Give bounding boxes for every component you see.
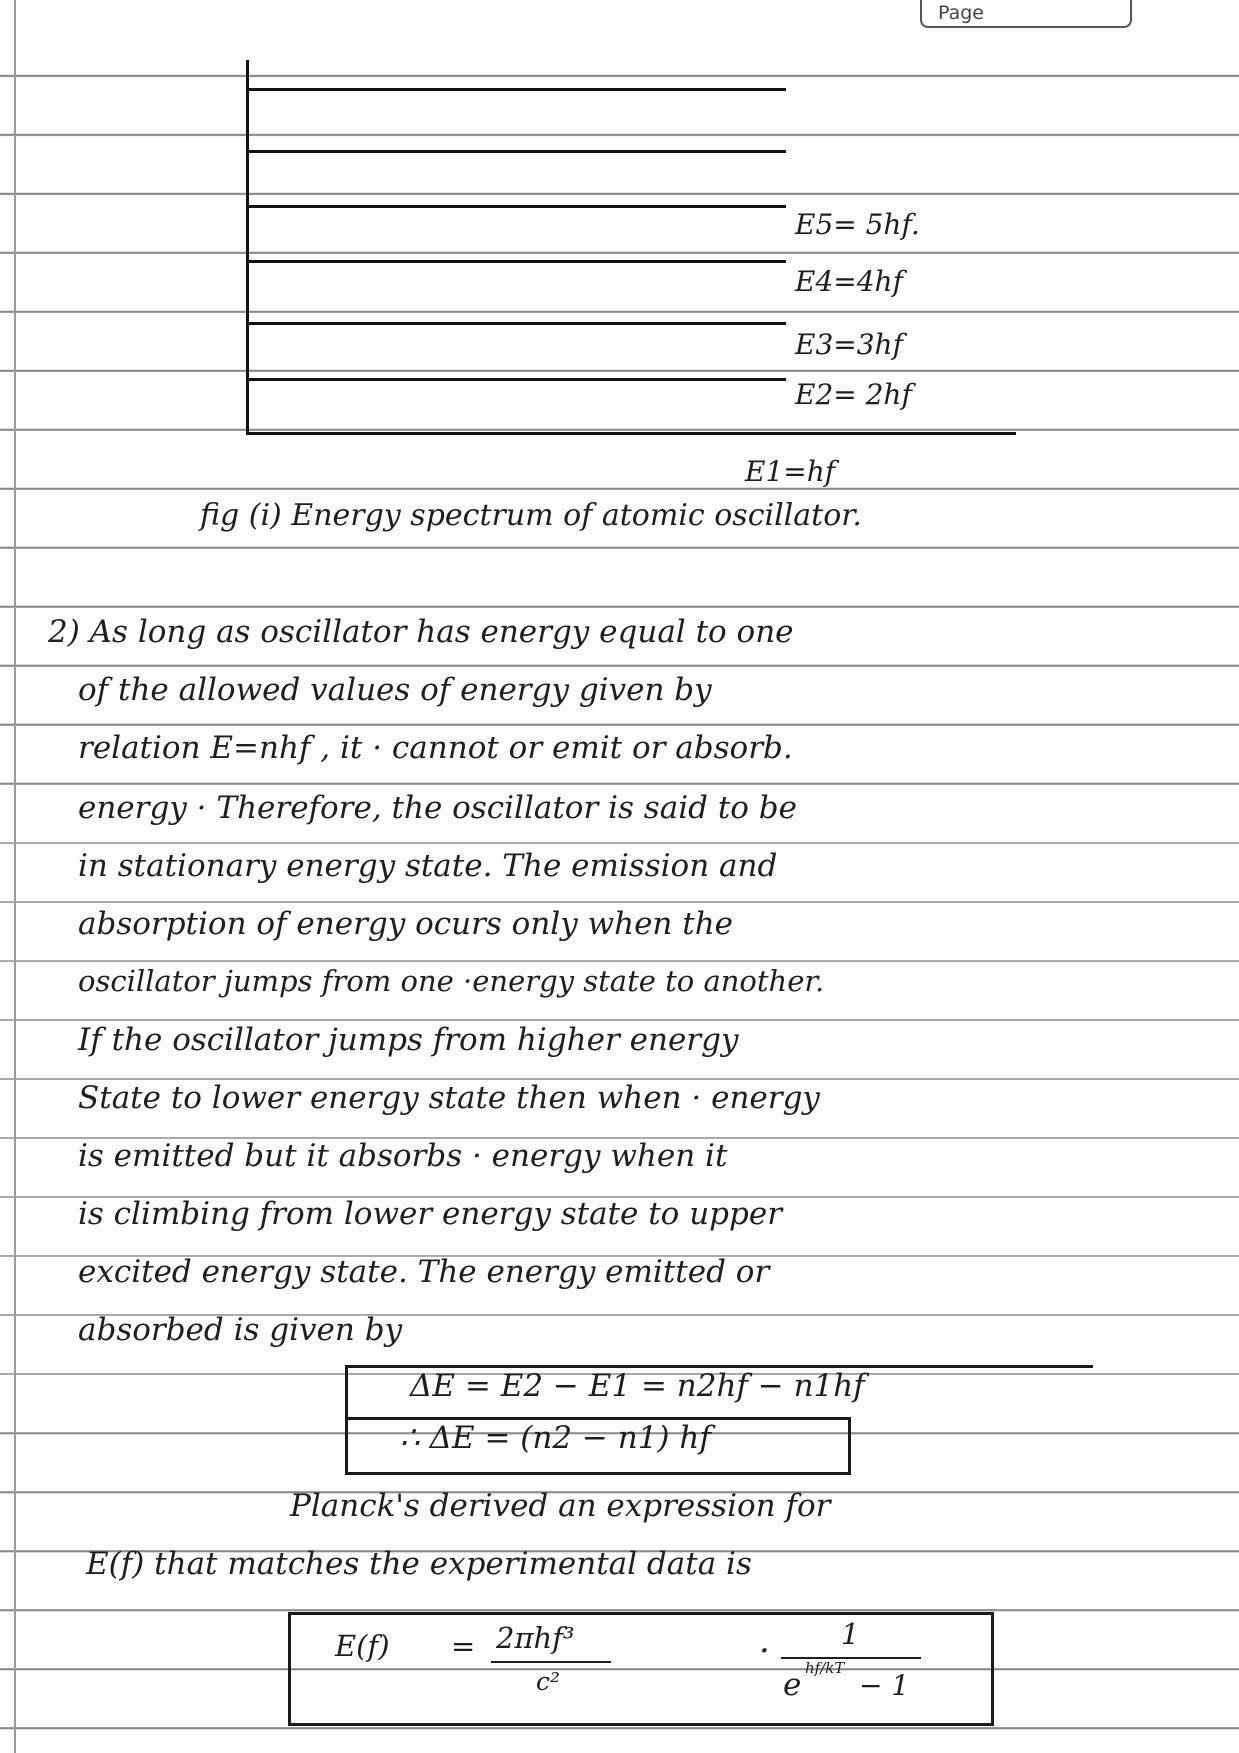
text-line-10: is emitted but it absorbs · energy when it [78, 1138, 728, 1174]
text-line-5: in stationary energy state. The emission and [78, 848, 778, 884]
text-line-7: oscillator jumps from one ·energy state to another. [78, 964, 825, 998]
text-line-1: 2) As long as oscillator has energy equal to one [48, 614, 794, 650]
level-label-e1: E1=hf [745, 455, 836, 488]
text-line-9: State to lower energy state then when · energy [78, 1080, 820, 1116]
text-line-8: If the oscillator jumps from higher energy [78, 1022, 739, 1058]
equation-delta-e-result: ∴ ΔE = (n2 − n1) hf [400, 1420, 711, 1456]
formula-equals: = [451, 1629, 476, 1663]
text-line-3: relation E=nhf , it · cannot or emit or absorb. [78, 730, 793, 766]
formula-numerator: 2πhf³ [496, 1621, 575, 1655]
text-line-6: absorption of energy ocurs only when the [78, 906, 734, 942]
text-line-4: energy · Therefore, the oscillator is said to be [78, 790, 797, 826]
formula-minus-one: − 1 [859, 1669, 910, 1702]
equation-delta-e: ΔE = E2 − E1 = n2hf − n1hf [410, 1368, 865, 1404]
formula-lhs: E(f) [335, 1629, 390, 1663]
fraction-bar-right [781, 1657, 921, 1659]
formula-dot: · [759, 1631, 770, 1671]
level-label-e2: E2= 2hf [795, 378, 912, 411]
planck-line-2: E(f) that matches the experimental data is [86, 1546, 752, 1582]
margin-line [14, 0, 16, 1753]
level-line-6 [246, 150, 786, 153]
level-line-1 [246, 432, 1016, 435]
level-line-4 [246, 260, 786, 263]
formula-one: 1 [841, 1617, 860, 1651]
level-line-2 [246, 378, 786, 381]
level-label-e5: E5= 5hf. [795, 208, 920, 241]
level-line-3 [246, 322, 786, 325]
level-label-e4: E4=4hf [795, 265, 903, 298]
fraction-bar-left [491, 1661, 611, 1663]
text-line-2: of the allowed values of energy given by [78, 672, 712, 708]
level-label-e3: E3=3hf [795, 328, 903, 361]
planck-formula-box [288, 1612, 994, 1726]
formula-exp-sup: hf/kT [805, 1659, 845, 1677]
text-line-11: is climbing from lower energy state to upper [78, 1196, 783, 1232]
text-line-13: absorbed is given by [78, 1312, 403, 1348]
figure-caption: fig (i) Energy spectrum of atomic oscillator. [200, 498, 862, 533]
page-number-box: Page [920, 0, 1132, 28]
level-line-5 [246, 205, 786, 208]
level-line-7 [246, 88, 786, 91]
text-line-12: excited energy state. The energy emitted or [78, 1254, 770, 1290]
formula-exp-base: e [783, 1667, 802, 1703]
formula-denominator: c² [536, 1667, 561, 1696]
planck-line-1: Planck's derived an expression for [290, 1488, 831, 1524]
